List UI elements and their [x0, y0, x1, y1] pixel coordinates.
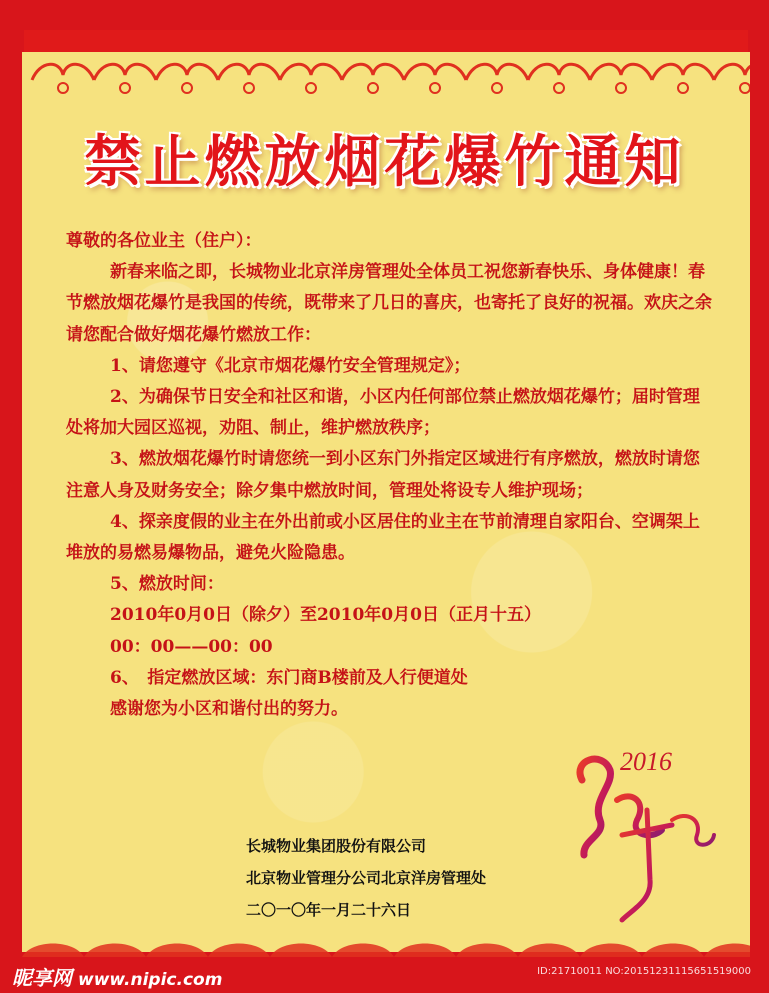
scallop-border-top	[22, 50, 750, 102]
scallop-wave	[518, 944, 580, 958]
scallop-swirl	[58, 83, 68, 93]
signature-block	[246, 830, 486, 926]
scallop-wave	[156, 64, 218, 80]
top-band	[24, 30, 748, 52]
paragraph-time-hours: 00：00——00：00	[110, 636, 273, 657]
paragraph-rule-6: 6、 指定燃放区域：东门商B楼前及人行便道处	[110, 667, 468, 688]
scallop-wave	[642, 944, 704, 958]
scallop-wave	[146, 944, 208, 958]
scallop-wave	[404, 64, 466, 80]
paragraph-intro: 新春来临之即，长城物业北京洋房管理处全体员工祝您新春快乐、身体健康！春节燃放烟花爆竹是我国的传统，既带来了几日的喜庆，也寄托了良好的祝福。欢庆之余请您配合做好烟花爆竹燃放工作：	[66, 262, 712, 345]
scallop-wave	[218, 64, 280, 80]
scallop-swirl	[120, 83, 130, 93]
watermark-id: ID:21710011 NO:20151231115651519000	[537, 966, 751, 977]
paragraph-rule-2: 2、为确保节日安全和社区和谐，小区内任何部位禁止燃放烟花爆竹；届时管理处将加大园区巡视，劝阻、制止，维护燃放秩序；	[66, 387, 700, 439]
signature-company: 长城物业集团股份有限公司	[246, 837, 427, 855]
paragraph-rule-3: 3、燃放烟花爆竹时请您统一到小区东门外指定区域进行有序燃放，燃放时请您注意人身及财务安全；除夕集中燃放时间，管理处将设专人维护现场；	[66, 449, 700, 501]
paragraph-rule-5: 5、燃放时间：	[110, 574, 224, 595]
scallop-swirl	[554, 83, 564, 93]
scallop-swirl	[492, 83, 502, 93]
scallop-wave	[332, 944, 394, 958]
scallop-wave	[84, 944, 146, 958]
notice-title: 禁止燃放烟花爆竹通知	[84, 130, 685, 195]
scallop-swirl	[616, 83, 626, 93]
paragraph-thanks: 感谢您为小区和谐付出的努力。	[110, 699, 348, 720]
scallop-wave	[590, 64, 652, 80]
monkey-year-calligraphy	[562, 740, 722, 930]
scallop-border-bottom	[22, 935, 750, 957]
notice-body	[66, 226, 716, 725]
scallop-wave	[94, 64, 156, 80]
scallop-swirl	[244, 83, 254, 93]
scallop-wave	[342, 64, 404, 80]
watermark-logo	[12, 962, 222, 991]
scallop-swirl	[306, 83, 316, 93]
signature-date: 二〇一〇年一月二十六日	[246, 901, 412, 919]
scallop-swirl	[182, 83, 192, 93]
paragraph-time-range: 2010年0月0日（除夕）至2010年0月0日（正月十五）	[110, 605, 541, 626]
scallop-wave	[652, 64, 714, 80]
scallop-wave	[270, 944, 332, 958]
scallop-wave	[22, 944, 84, 958]
greeting: 尊敬的各位业主（住户）：	[66, 231, 262, 251]
scallop-wave	[704, 944, 750, 958]
scallop-wave	[528, 64, 590, 80]
scallop-swirl	[740, 83, 750, 93]
watermark-logo-text: 昵享网	[12, 966, 72, 990]
scallop-wave	[466, 64, 528, 80]
year-label: 2016	[620, 747, 672, 776]
paragraph-rule-1: 1、请您遵守《北京市烟花爆竹安全管理规定》；	[110, 355, 471, 376]
scallop-swirl	[430, 83, 440, 93]
scallop-swirl	[678, 83, 688, 93]
scallop-wave	[32, 64, 94, 80]
scallop-wave	[580, 944, 642, 958]
scallop-wave	[208, 944, 270, 958]
signature-branch: 北京物业管理分公司北京洋房管理处	[246, 869, 487, 887]
scallop-wave	[456, 944, 518, 958]
paragraph-rule-4: 4、探亲度假的业主在外出前或小区居住的业主在节前清理自家阳台、空调架上堆放的易燃易爆物品，避免火险隐患。	[66, 511, 700, 564]
scallop-wave	[394, 944, 456, 958]
scallop-wave	[280, 64, 342, 80]
scallop-swirl	[368, 83, 378, 93]
watermark-site: www.nipic.com	[78, 970, 223, 990]
scallop-wave	[714, 64, 750, 80]
